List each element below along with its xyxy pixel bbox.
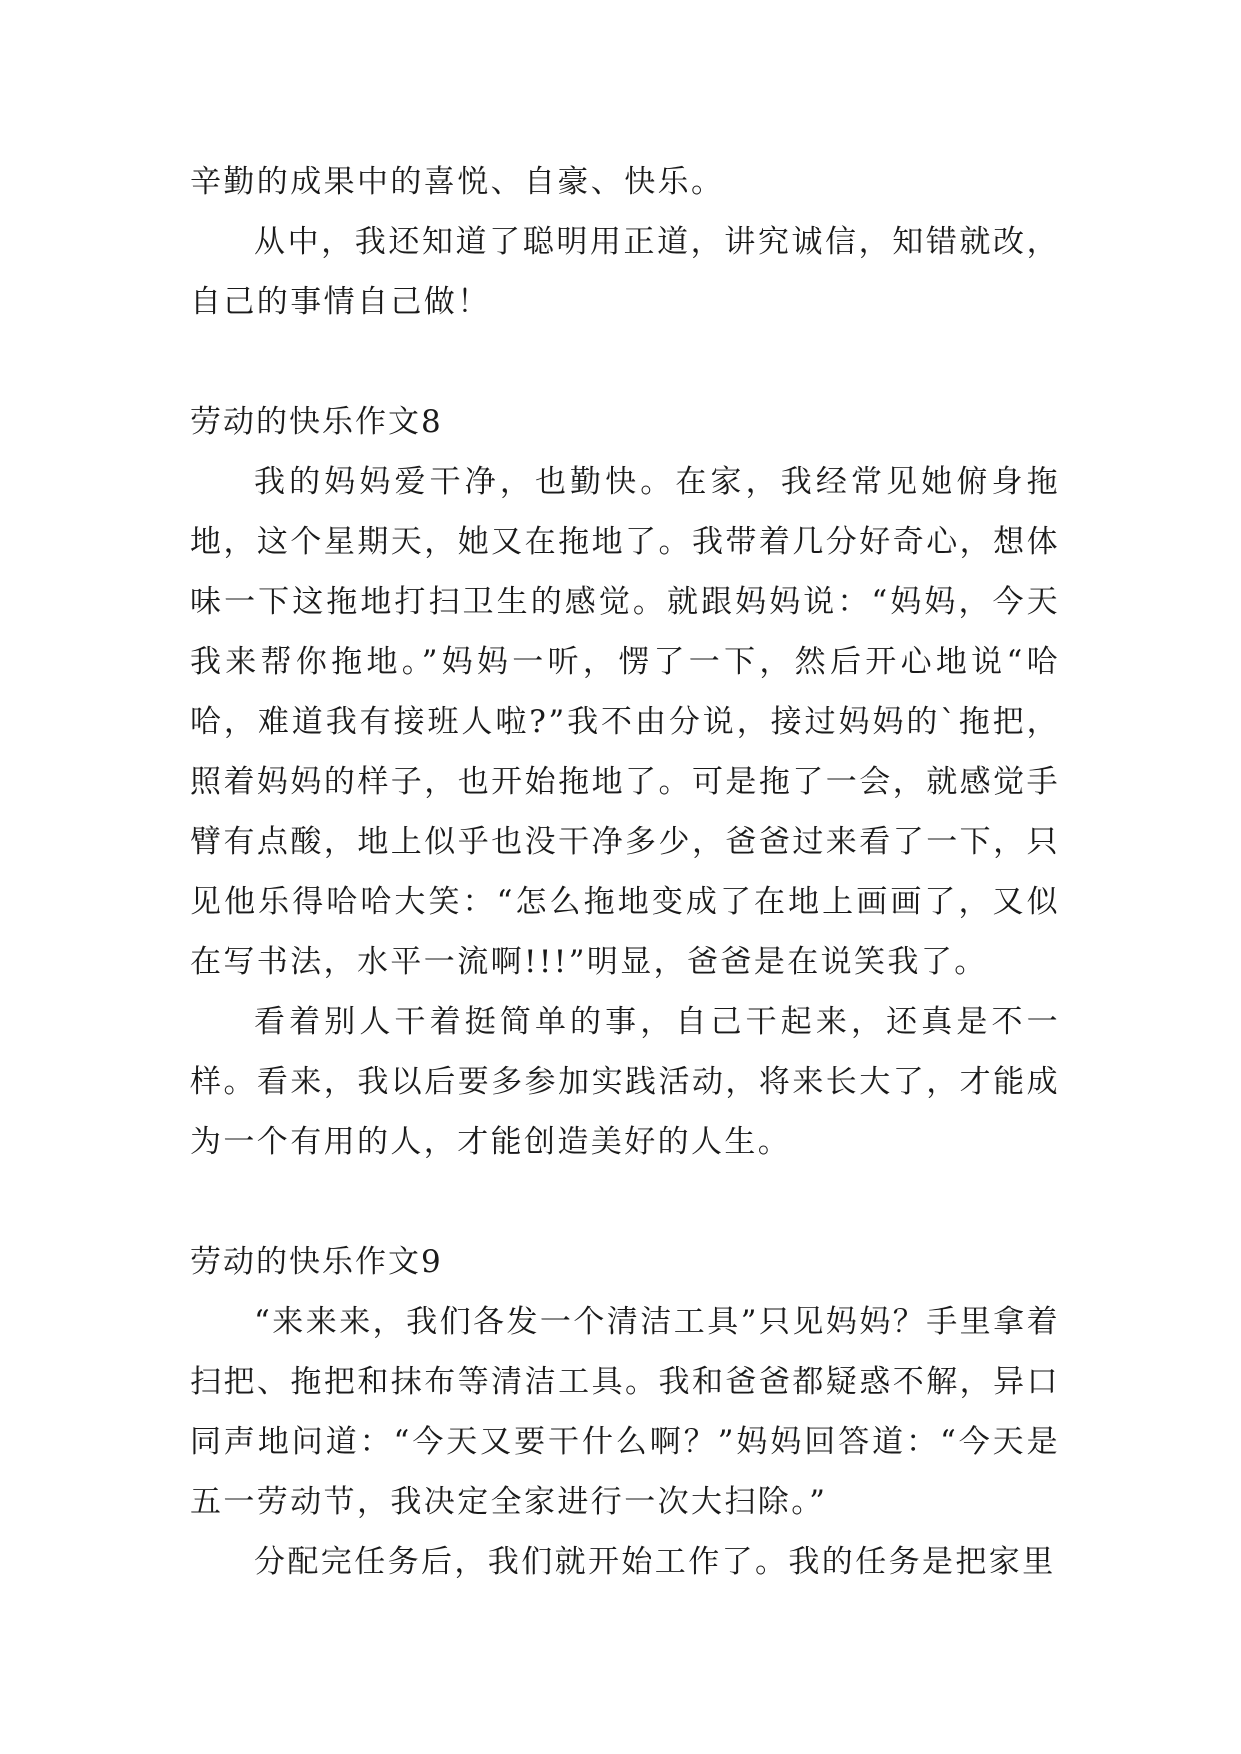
section-title: 劳动的快乐作文8: [190, 404, 443, 440]
document-body: [190, 152, 1060, 1592]
paragraph: 分配完任务后，我们就开始工作了。我的任务是把家里: [254, 1544, 1056, 1580]
paragraph: 我的妈妈爱干净，也勤快。在家，我经常见她俯身拖地，这个星期天，她又在拖地了。我带着几分好奇心，想体味一下这拖地打扫卫生的感觉。就跟妈妈说：“妈妈，今天我来帮你拖地。”妈妈一听，愣了一下，然后开心地说“哈哈，难道我有接班人啦?”我不由分说，接过妈妈的`拖把，照着妈妈的样子，也开始拖地了。可是拖了一会，就感觉手臂有点酸，地上似乎也没干净多少，爸爸过来看了一下，只见他乐得哈哈大笑：“怎么拖地变成了在地上画画了，又似在写书法，水平一流啊!!!”明显，爸爸是在说笑我了。: [190, 464, 1060, 980]
paragraph: 从中，我还知道了聪明用正道，讲究诚信，知错就改，自己的事情自己做！: [190, 224, 1060, 320]
paragraph: 辛勤的成果中的喜悦、自豪、快乐。: [190, 164, 725, 200]
section-title: 劳动的快乐作文9: [190, 1244, 443, 1280]
paragraph: 看着别人干着挺简单的事，自己干起来，还真是不一样。看来，我以后要多参加实践活动，将来长大了，才能成为一个有用的人，才能创造美好的人生。: [190, 1004, 1060, 1160]
paragraph: “来来来，我们各发一个清洁工具”只见妈妈？手里拿着扫把、拖把和抹布等清洁工具。我和爸爸都疑惑不解，异口同声地问道：“今天又要干什么啊？”妈妈回答道：“今天是五一劳动节，我决定全家进行一次大扫除。”: [190, 1304, 1060, 1520]
